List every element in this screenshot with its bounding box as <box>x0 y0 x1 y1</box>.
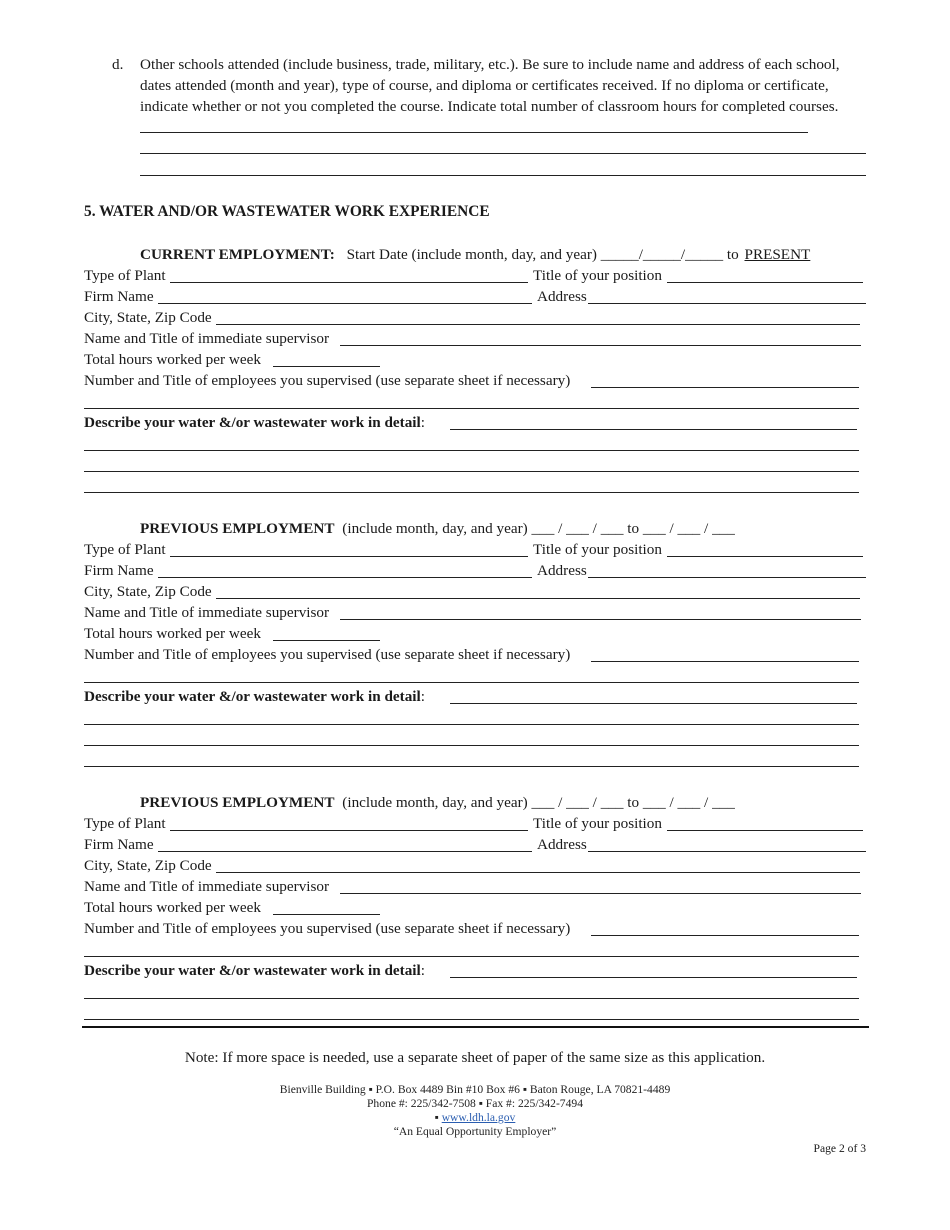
employees-label: Number and Title of employees you supervised (use separate sheet if necessary) <box>84 372 571 389</box>
footer-website-line <box>0 1111 950 1125</box>
footer-website-link[interactable]: www.ldh.la.gov <box>441 1111 516 1124</box>
describe-row <box>84 960 866 981</box>
item-d-line-1[interactable] <box>140 132 808 133</box>
address-field[interactable] <box>588 577 866 578</box>
current-employment-heading: CURRENT EMPLOYMENT: <box>140 246 335 263</box>
describe-line-3[interactable] <box>84 745 859 746</box>
firm-name-row <box>84 834 866 855</box>
footer-address: Bienville Building ▪ P.O. Box 4489 Bin #10 Box #6 ▪ Baton Rouge, LA 70821-4489 <box>279 1083 671 1096</box>
title-of-position-field[interactable] <box>667 556 863 557</box>
describe-colon: : <box>420 414 425 431</box>
hours-label: Total hours worked per week <box>84 625 261 642</box>
item-d-line-2[interactable] <box>140 153 866 154</box>
employees-extra-line[interactable] <box>84 408 859 409</box>
item-d-line-3[interactable] <box>140 175 866 176</box>
footer-equal-opportunity: “An Equal Opportunity Employer” <box>393 1125 557 1138</box>
describe-label: Describe your water &/or wastewater work in detail <box>84 688 421 705</box>
item-d-letter: d. <box>112 56 124 73</box>
describe-colon: : <box>420 688 425 705</box>
address-label: Address <box>537 288 587 305</box>
employees-field[interactable] <box>591 935 859 936</box>
city-state-zip-row <box>84 307 866 328</box>
note-text: Note: If more space is needed, use a separate sheet of paper of the same size as this application. <box>184 1049 766 1066</box>
hours-row <box>84 623 866 644</box>
footer-bullet: ▪ <box>434 1111 439 1124</box>
title-of-position-field[interactable] <box>667 282 863 283</box>
supervisor-field[interactable] <box>340 619 861 620</box>
item-d-text: Other schools attended (include business, trade, military, etc.). Be sure to include name and address of each school, dates attended (month and year), type of course, and diploma or certificates received. If no diploma or certificate, indicate whether or not you completed the course. Indicate total number of classroom hours for completed courses. <box>140 56 840 115</box>
city-state-zip-row <box>84 855 866 876</box>
previous-employment-header <box>140 792 735 813</box>
address-label: Address <box>537 836 587 853</box>
hours-label: Total hours worked per week <box>84 351 261 368</box>
describe-line-4[interactable] <box>84 492 859 493</box>
city-state-zip-row <box>84 581 866 602</box>
describe-field[interactable] <box>450 977 857 978</box>
employees-extra-line[interactable] <box>84 682 859 683</box>
current-employment-header <box>140 244 810 265</box>
supervisor-field[interactable] <box>340 893 861 894</box>
describe-line-4[interactable] <box>84 766 859 767</box>
describe-line-2[interactable] <box>84 724 859 725</box>
type-of-plant-field[interactable] <box>170 282 528 283</box>
employees-row <box>84 644 866 665</box>
firm-name-label: Firm Name <box>84 288 154 305</box>
type-of-plant-label: Type of Plant <box>84 267 166 284</box>
describe-label: Describe your water &/or wastewater work in detail <box>84 962 421 979</box>
address-label: Address <box>537 562 587 579</box>
firm-name-label: Firm Name <box>84 562 154 579</box>
hours-row <box>84 897 866 918</box>
employees-extra-line[interactable] <box>84 956 859 957</box>
describe-field[interactable] <box>450 703 857 704</box>
supervisor-label: Name and Title of immediate supervisor <box>84 330 330 347</box>
previous-date-text[interactable]: (include month, day, and year) ___ / ___ / ___ to ___ / ___ / ___ <box>342 520 735 537</box>
type-of-plant-label: Type of Plant <box>84 541 166 558</box>
address-field[interactable] <box>588 303 866 304</box>
current-start-date-text[interactable]: Start Date (include month, day, and year) _____/_____/_____ to <box>346 246 739 263</box>
type-of-plant-field[interactable] <box>170 830 528 831</box>
describe-label: Describe your water &/or wastewater work in detail <box>84 414 421 431</box>
city-state-zip-label: City, State, Zip Code <box>84 309 212 326</box>
employees-row <box>84 918 866 939</box>
describe-colon: : <box>420 962 425 979</box>
employees-label: Number and Title of employees you supervised (use separate sheet if necessary) <box>84 920 571 937</box>
supervisor-row <box>84 328 866 349</box>
city-state-zip-field[interactable] <box>216 598 860 599</box>
describe-line-2[interactable] <box>84 998 859 999</box>
describe-label-wrap <box>84 960 425 981</box>
type-of-plant-label: Type of Plant <box>84 815 166 832</box>
firm-name-field[interactable] <box>158 577 532 578</box>
describe-label-wrap <box>84 686 425 707</box>
describe-row <box>84 412 866 433</box>
describe-label-wrap <box>84 412 425 433</box>
describe-row <box>84 686 866 707</box>
type-of-plant-row <box>84 813 866 834</box>
type-of-plant-row <box>84 539 866 560</box>
hours-field[interactable] <box>273 640 380 641</box>
hours-field[interactable] <box>273 366 380 367</box>
firm-name-label: Firm Name <box>84 836 154 853</box>
supervisor-row <box>84 876 866 897</box>
employees-row <box>84 370 866 391</box>
current-present-text: PRESENT <box>744 246 811 263</box>
hours-field[interactable] <box>273 914 380 915</box>
previous-employment-heading: PREVIOUS EMPLOYMENT <box>140 794 335 811</box>
supervisor-row <box>84 602 866 623</box>
city-state-zip-field[interactable] <box>216 324 860 325</box>
previous-employment-header <box>140 518 735 539</box>
type-of-plant-field[interactable] <box>170 556 528 557</box>
previous-employment-heading: PREVIOUS EMPLOYMENT <box>140 520 335 537</box>
title-of-position-label: Title of your position <box>533 267 662 284</box>
employees-label: Number and Title of employees you supervised (use separate sheet if necessary) <box>84 646 571 663</box>
employees-field[interactable] <box>591 387 859 388</box>
previous-date-text[interactable]: (include month, day, and year) ___ / ___ / ___ to ___ / ___ / ___ <box>342 794 735 811</box>
section-divider <box>82 1026 869 1028</box>
supervisor-label: Name and Title of immediate supervisor <box>84 604 330 621</box>
supervisor-label: Name and Title of immediate supervisor <box>84 878 330 895</box>
hours-row <box>84 349 866 370</box>
describe-line-2[interactable] <box>84 450 859 451</box>
city-state-zip-label: City, State, Zip Code <box>84 857 212 874</box>
address-field[interactable] <box>588 851 866 852</box>
firm-name-row <box>84 560 866 581</box>
firm-name-field[interactable] <box>158 303 532 304</box>
city-state-zip-label: City, State, Zip Code <box>84 583 212 600</box>
city-state-zip-field[interactable] <box>216 872 860 873</box>
hours-label: Total hours worked per week <box>84 899 261 916</box>
section-title: 5. WATER AND/OR WASTEWATER WORK EXPERIENCE <box>84 203 490 220</box>
describe-line-3[interactable] <box>84 1019 859 1020</box>
title-of-position-label: Title of your position <box>533 815 662 832</box>
firm-name-row <box>84 286 866 307</box>
footer-phone: Phone #: 225/342-7508 ▪ Fax #: 225/342-7494 <box>366 1097 583 1110</box>
supervisor-field[interactable] <box>340 345 861 346</box>
page-number: Page 2 of 3 <box>813 1142 866 1155</box>
title-of-position-label: Title of your position <box>533 541 662 558</box>
describe-field[interactable] <box>450 429 857 430</box>
type-of-plant-row <box>84 265 866 286</box>
describe-line-3[interactable] <box>84 471 859 472</box>
employees-field[interactable] <box>591 661 859 662</box>
title-of-position-field[interactable] <box>667 830 863 831</box>
firm-name-field[interactable] <box>158 851 532 852</box>
